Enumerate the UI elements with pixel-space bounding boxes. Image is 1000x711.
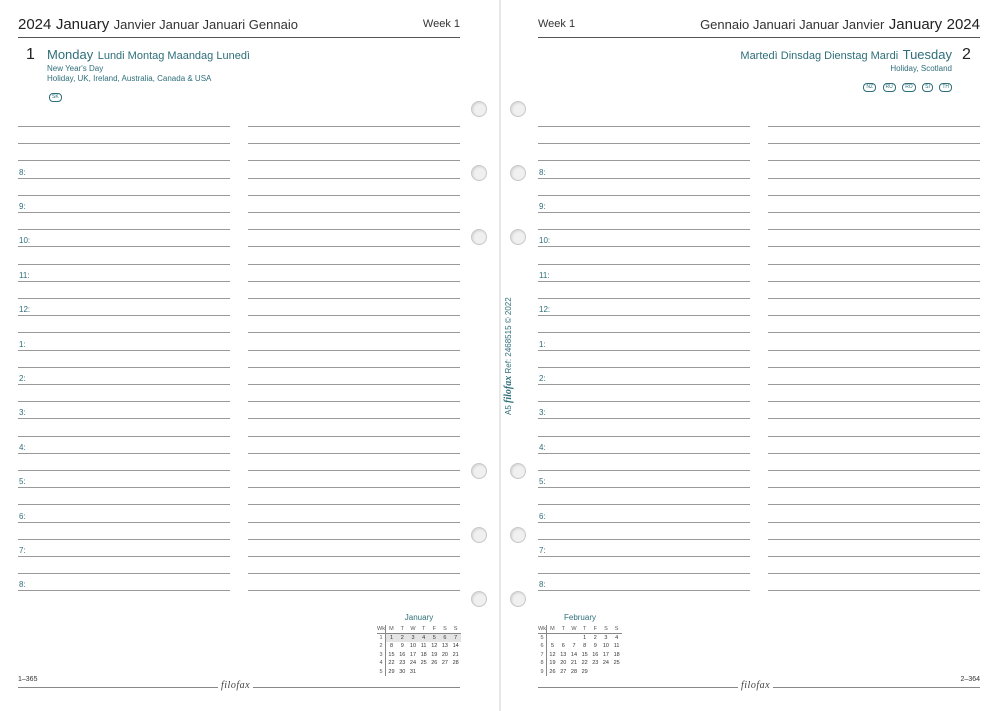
region-badge: RU (883, 83, 896, 92)
ruled-line (248, 418, 460, 419)
mini-calendar-day: 10 (409, 643, 417, 650)
mini-calendar-day: 7 (572, 643, 576, 650)
ruled-line (248, 332, 460, 333)
mini-calendar-day: 1 (583, 635, 587, 641)
mini-calendar-day: 31 (409, 668, 417, 675)
mini-calendar-day: 5 (550, 643, 554, 650)
right-page (500, 0, 1000, 711)
mini-calendar-day: 2 (397, 634, 408, 643)
right-region-badges (740, 75, 952, 90)
ruled-line (538, 332, 750, 333)
right-mini-calendar-table (538, 625, 622, 676)
ruled-line (768, 590, 980, 591)
mini-calendar-day: 28 (452, 660, 459, 667)
ruled-line (768, 298, 980, 299)
mini-calendar-day: 19 (549, 660, 556, 667)
left-mini-calendar-table (377, 625, 461, 676)
ruled-line (18, 418, 230, 419)
ruled-line (768, 418, 980, 419)
mini-calendar-day: 16 (592, 651, 599, 658)
ruled-line (768, 470, 980, 471)
left-header-title (18, 16, 298, 34)
ruled-line (248, 504, 460, 505)
ruled-line (768, 556, 980, 557)
hour-label: 7: (19, 546, 26, 555)
hour-label: 6: (19, 511, 26, 521)
ruled-line (768, 350, 980, 351)
ruled-line (248, 212, 460, 213)
ruled-line (768, 126, 980, 127)
ruled-line (18, 264, 230, 265)
ruled-line (248, 264, 460, 265)
hour-label: 2: (19, 374, 26, 383)
ruled-line (18, 229, 230, 230)
right-mini-calendar-title: February (563, 613, 596, 622)
ruled-line (248, 315, 460, 316)
ruled-line (248, 367, 460, 368)
ruled-line (18, 281, 230, 282)
ruled-line (538, 556, 750, 557)
ruled-line (18, 126, 230, 127)
mini-calendar-day: 26 (431, 660, 438, 667)
mini-calendar-head: W (569, 625, 580, 634)
region-badge: SK (49, 93, 62, 102)
mini-calendar-day: 16 (399, 651, 406, 658)
ruled-line (248, 160, 460, 161)
binder-hole-icon (510, 463, 526, 479)
ruled-line (18, 246, 230, 247)
mini-calendar-day (418, 668, 429, 677)
mini-calendar-head: T (579, 625, 590, 634)
ruled-line (538, 281, 750, 282)
hour-label: 3: (539, 408, 546, 418)
left-header (18, 14, 460, 38)
right-day-number: 2 (962, 46, 971, 63)
ruled-line (768, 453, 980, 454)
mini-calendar-head: W (408, 625, 419, 634)
binder-hole-icon (510, 165, 526, 181)
ruled-line (18, 539, 230, 540)
ruled-line (768, 315, 980, 316)
ruled-line (768, 264, 980, 265)
mini-calendar-week: 4 (377, 659, 385, 668)
left-page-number: 1–365 (18, 676, 38, 683)
ruled-line (538, 590, 750, 591)
ruled-line (538, 178, 750, 179)
mini-calendar-day (558, 634, 569, 643)
ruled-line (18, 367, 230, 368)
ruled-line (248, 195, 460, 196)
binder-hole-icon (510, 101, 526, 117)
ruled-line (18, 522, 230, 523)
hour-label: 8: (19, 580, 26, 590)
mini-calendar-day: 27 (441, 660, 448, 667)
region-badge: TH (939, 83, 952, 92)
ruled-line (248, 350, 460, 351)
mini-calendar-day: 24 (602, 660, 609, 667)
right-week-label: Week 1 (538, 18, 576, 30)
mini-calendar-day: 6 (561, 643, 565, 650)
ruled-line (18, 573, 230, 574)
ruled-line (248, 453, 460, 454)
left-month: January (55, 16, 110, 33)
right-month-langs: Gennaio Januari Januar Janvier (700, 17, 885, 32)
hour-label: 8: (19, 167, 26, 177)
hour-label: 1: (19, 339, 26, 349)
mini-calendar-day (590, 668, 601, 677)
ruled-line (768, 195, 980, 196)
region-badge: NZ (863, 83, 876, 92)
binder-hole-icon (510, 591, 526, 607)
mini-calendar-day: 22 (581, 660, 588, 667)
ruled-line (768, 573, 980, 574)
mini-calendar-day: 18 (420, 651, 427, 658)
hour-label: 8: (539, 580, 546, 590)
binder-hole-icon (471, 527, 487, 543)
hour-label: 2: (539, 374, 546, 383)
mini-calendar-head: Wk (538, 626, 546, 632)
ruled-line (248, 401, 460, 402)
ruled-line (768, 504, 980, 505)
mini-calendar-day: 23 (399, 660, 406, 667)
left-footer-logo: filofax (218, 680, 253, 691)
mini-calendar-day: 15 (581, 651, 588, 658)
mini-calendar-day (450, 668, 461, 677)
mini-calendar-day: 27 (560, 668, 567, 675)
left-month-langs: Janvier Januar Januari Gennaio (113, 17, 298, 32)
region-badge: RO (902, 83, 916, 92)
ruled-line (768, 332, 980, 333)
ruled-line (18, 178, 230, 179)
ruled-line (18, 384, 230, 385)
ruled-line (538, 298, 750, 299)
ruled-line (248, 178, 460, 179)
left-day-info (47, 46, 250, 100)
mini-calendar-day: 9 (593, 643, 597, 650)
left-holiday-2: Holiday, UK, Ireland, Australia, Canada & USA (47, 74, 212, 83)
ruled-line (768, 367, 980, 368)
right-holiday-1: Holiday, Scotland (890, 64, 952, 73)
hour-label: 10: (19, 236, 31, 246)
ruled-line (18, 143, 230, 144)
hour-label: 9: (539, 202, 546, 211)
right-year: 2024 (946, 16, 980, 33)
ruled-line (248, 487, 460, 488)
hour-label: 5: (19, 477, 26, 487)
binder-hole-icon (471, 463, 487, 479)
mini-calendar-week: 5 (377, 668, 385, 677)
ruled-line (18, 453, 230, 454)
right-page-number: 2–364 (960, 676, 980, 683)
ruled-line (538, 504, 750, 505)
mini-calendar-day (429, 668, 440, 677)
binder-hole-icon (471, 591, 487, 607)
ruled-line (18, 436, 230, 437)
right-header (538, 14, 980, 38)
mini-calendar-day: 25 (420, 660, 427, 667)
mini-calendar-day: 24 (409, 660, 417, 667)
ruled-line (248, 384, 460, 385)
hour-label: 5: (539, 477, 546, 487)
mini-calendar-head: F (590, 625, 601, 634)
right-header-title (700, 16, 980, 34)
ruled-line (248, 573, 460, 574)
hour-label: 6: (539, 511, 546, 521)
ruled-line (768, 401, 980, 402)
mini-calendar-day (440, 668, 451, 677)
mini-calendar-day: 21 (452, 651, 459, 658)
mini-calendar-week: 5 (538, 634, 546, 643)
mini-calendar-day (546, 634, 558, 643)
mini-calendar-day: 13 (441, 643, 448, 650)
mini-calendar-day: 3 (604, 635, 608, 641)
hour-label: 8: (539, 167, 546, 177)
ruled-line (248, 229, 460, 230)
imprint-size: A5 (504, 405, 513, 415)
ruled-line (768, 143, 980, 144)
ruled-line (248, 436, 460, 437)
ruled-line (538, 367, 750, 368)
mini-calendar-day: 15 (388, 651, 395, 658)
mini-calendar-head: T (418, 625, 429, 634)
mini-calendar-day: 5 (429, 634, 440, 643)
right-month: January (888, 16, 943, 33)
ruled-line (18, 195, 230, 196)
binder-hole-icon (471, 165, 487, 181)
ruled-line (248, 281, 460, 282)
ruled-line (768, 522, 980, 523)
mini-calendar-day: 14 (452, 643, 459, 650)
ruled-line (18, 401, 230, 402)
mini-calendar-head: S (450, 625, 461, 634)
left-year: 2024 (18, 16, 52, 33)
ruled-line (768, 246, 980, 247)
hour-label: 1: (539, 339, 546, 349)
ruled-line (248, 143, 460, 144)
left-week-label: Week 1 (422, 18, 460, 30)
mini-calendar-head: F (429, 625, 440, 634)
ruled-line (768, 229, 980, 230)
mini-calendar-day: 29 (581, 668, 588, 675)
ruled-line (538, 143, 750, 144)
mini-calendar-head: S (440, 625, 451, 634)
left-holiday-1: New Year's Day (47, 64, 104, 73)
hour-label: 9: (19, 202, 26, 211)
left-day-langs: Lundi Montag Maandag Lunedì (97, 50, 250, 62)
mini-calendar-day: 13 (560, 651, 567, 658)
imprint-ref: Ref: 2468515 (504, 325, 513, 374)
mini-calendar-day: 12 (549, 651, 556, 658)
ruled-line (538, 418, 750, 419)
ruled-line (18, 160, 230, 161)
ruled-line (768, 160, 980, 161)
mini-calendar-day: 14 (570, 651, 578, 658)
right-mini-calendar (538, 613, 622, 676)
ruled-line (538, 160, 750, 161)
region-badge: SI (922, 83, 933, 92)
mini-calendar-day (601, 668, 612, 677)
ruled-line (18, 470, 230, 471)
mini-calendar-day: 3 (408, 634, 419, 643)
mini-calendar-head: T (397, 625, 408, 634)
mini-calendar-day: 26 (549, 668, 556, 675)
mini-calendar-day: 4 (615, 635, 619, 641)
ruled-line (18, 487, 230, 488)
hour-label: 12: (539, 305, 551, 315)
ruled-line (538, 470, 750, 471)
ruled-line (538, 487, 750, 488)
mini-calendar-week: 8 (538, 659, 546, 668)
mini-calendar-head: T (558, 625, 569, 634)
mini-calendar-day: 22 (388, 660, 395, 667)
ruled-line (248, 298, 460, 299)
binder-hole-icon (510, 229, 526, 245)
mini-calendar-week: 7 (538, 651, 546, 660)
ruled-line (768, 212, 980, 213)
mini-calendar-day: 19 (431, 651, 438, 658)
mini-calendar-day: 17 (602, 651, 609, 658)
hour-label: 11: (539, 270, 550, 280)
mini-calendar-day: 12 (431, 643, 438, 650)
ruled-line (248, 522, 460, 523)
spine-imprint (503, 297, 514, 415)
ruled-line (538, 195, 750, 196)
right-footer (538, 676, 980, 691)
hour-label: 4: (19, 442, 26, 452)
mini-calendar-day: 9 (400, 643, 404, 650)
mini-calendar-day: 7 (450, 634, 461, 643)
ruled-line (18, 556, 230, 557)
ruled-line (248, 246, 460, 247)
mini-calendar-day: 20 (560, 660, 567, 667)
mini-calendar-day: 29 (388, 668, 395, 675)
mini-calendar-day: 25 (613, 660, 620, 667)
left-region-badges (47, 85, 250, 100)
mini-calendar-week: 2 (377, 642, 385, 651)
left-day-name: Monday (47, 47, 94, 62)
mini-calendar-day: 23 (592, 660, 599, 667)
imprint-brand: filofax (503, 375, 514, 403)
mini-calendar-day: 4 (418, 634, 429, 643)
right-day-info (740, 46, 952, 90)
ruled-line (18, 332, 230, 333)
ruled-line (18, 298, 230, 299)
hour-label: 3: (19, 408, 26, 418)
hour-label: 4: (539, 442, 546, 452)
ruled-line (768, 281, 980, 282)
ruled-line (768, 539, 980, 540)
ruled-line (18, 590, 230, 591)
ruled-line (538, 401, 750, 402)
ruled-line (18, 350, 230, 351)
ruled-line (538, 246, 750, 247)
mini-calendar-day: 17 (409, 651, 417, 658)
mini-calendar-head: S (611, 625, 622, 634)
ruled-line (538, 522, 750, 523)
mini-calendar-day: 20 (441, 651, 448, 658)
mini-calendar-day: 11 (613, 643, 620, 650)
mini-calendar-head: S (601, 625, 612, 634)
ruled-line (248, 590, 460, 591)
mini-calendar-day: 8 (389, 643, 393, 650)
ruled-line (538, 126, 750, 127)
mini-calendar-day: 8 (583, 643, 587, 650)
mini-calendar-day: 18 (613, 651, 620, 658)
binder-hole-icon (471, 229, 487, 245)
ruled-line (18, 504, 230, 505)
ruled-line (538, 384, 750, 385)
right-day-name: Tuesday (902, 47, 952, 62)
ruled-line (538, 436, 750, 437)
mini-calendar-head: M (546, 625, 558, 634)
mini-calendar-day: 30 (399, 668, 406, 675)
ruled-line (18, 212, 230, 213)
ruled-line (768, 436, 980, 437)
ruled-line (538, 229, 750, 230)
ruled-line (768, 384, 980, 385)
mini-calendar-week: 1 (377, 634, 385, 643)
ruled-line (538, 573, 750, 574)
hour-label: 12: (19, 305, 31, 315)
ruled-line (768, 178, 980, 179)
ruled-line (248, 126, 460, 127)
ruled-line (538, 539, 750, 540)
left-footer (18, 676, 460, 691)
ruled-line (768, 487, 980, 488)
mini-calendar-day (569, 634, 580, 643)
binder-hole-icon (471, 101, 487, 117)
mini-calendar-week: 6 (538, 642, 546, 651)
ruled-line (538, 315, 750, 316)
ruled-line (538, 264, 750, 265)
ruled-line (538, 350, 750, 351)
ruled-line (248, 539, 460, 540)
mini-calendar-head: Wk (377, 626, 385, 632)
ruled-line (248, 556, 460, 557)
mini-calendar-week: 3 (377, 651, 385, 660)
right-day-langs: Martedì Dinsdag Dienstag Mardi (740, 50, 899, 62)
imprint-copyright: © 2022 (504, 297, 513, 324)
mini-calendar-day: 21 (570, 660, 578, 667)
hour-label: 10: (539, 236, 551, 246)
ruled-line (18, 315, 230, 316)
mini-calendar-day: 28 (570, 668, 578, 675)
mini-calendar-day: 2 (593, 635, 597, 641)
hour-label: 11: (19, 270, 30, 280)
mini-calendar-day: 1 (385, 634, 397, 643)
mini-calendar-week: 9 (538, 668, 546, 677)
ruled-line (538, 212, 750, 213)
mini-calendar-day: 10 (602, 643, 609, 650)
ruled-line (248, 470, 460, 471)
mini-calendar-day: 11 (420, 643, 427, 650)
binder-hole-icon (510, 527, 526, 543)
left-day-number: 1 (26, 46, 35, 63)
mini-calendar-head: M (385, 625, 397, 634)
left-mini-calendar (377, 613, 461, 676)
left-mini-calendar-title: January (404, 613, 434, 622)
ruled-line (538, 453, 750, 454)
mini-calendar-day (611, 668, 622, 677)
mini-calendar-day: 6 (440, 634, 451, 643)
right-footer-logo: filofax (738, 680, 773, 691)
hour-label: 7: (539, 546, 546, 555)
